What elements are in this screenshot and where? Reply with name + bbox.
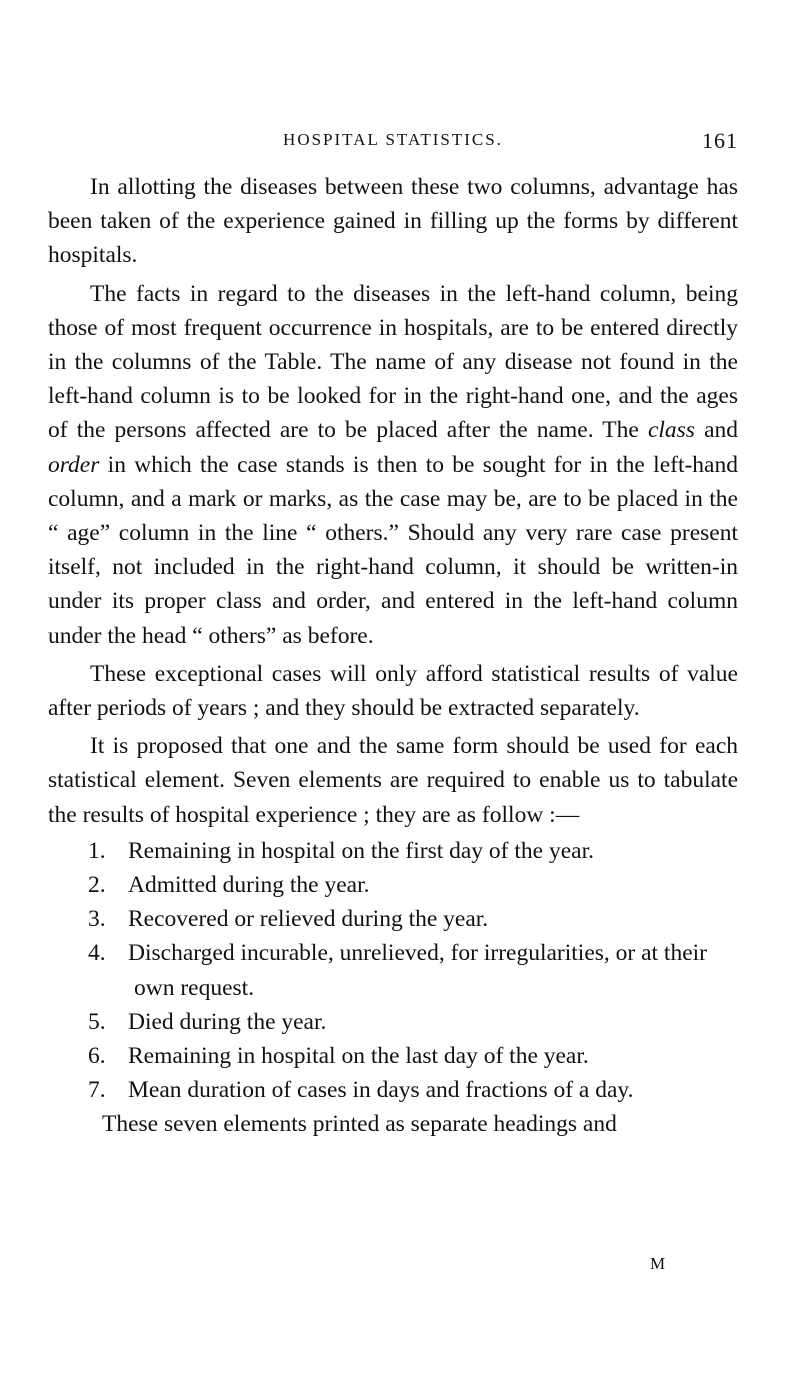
body-text	[48, 170, 738, 1142]
list-item	[48, 1073, 738, 1107]
list-item-number: 1.	[88, 837, 106, 864]
list-item-text: Remaining in hospital on the last day of the year.	[128, 1043, 589, 1070]
list-item-text: Admitted during the year.	[128, 872, 370, 899]
list-item	[48, 868, 738, 902]
list-item-number: 6.	[88, 1043, 106, 1070]
signature-mark: M	[650, 1254, 667, 1273]
list-item-number: 3.	[88, 906, 106, 933]
list-item-text: Recovered or relieved during the year.	[128, 906, 489, 933]
paragraph-5: These seven elements printed as separate headings and	[102, 1111, 617, 1138]
running-title: HOSPITAL STATISTICS.	[283, 130, 503, 149]
paragraph-3: These exceptional cases will only afford statistical results of value after periods of years ; and they should be extracted separately.	[48, 660, 738, 722]
list-item-number: 4.	[88, 940, 106, 967]
list-item	[48, 1039, 738, 1073]
list-item	[48, 834, 738, 868]
list-item	[48, 936, 738, 1004]
list-item-text: Discharged incurable, unrelieved, for irregularities, or at their own request.	[128, 940, 707, 1001]
list-item	[48, 902, 738, 936]
page-number: 161	[702, 128, 738, 153]
list-item-text: Died during the year.	[128, 1008, 327, 1035]
list-item-number: 5.	[88, 1008, 106, 1035]
paragraph-2-part-a: The facts in regard to the diseases in the left-hand column, being those of most frequent occurrence in hospitals, are to be entered directly in the columns of the Table. The name of any disease not found in the left-hand column is to be looked for in the right-hand one, and the ages of the persons affected are to be placed after the name. The	[48, 280, 738, 444]
elements-list	[48, 834, 738, 1108]
list-item-text: Mean duration of cases in days and fractions of a day.	[128, 1077, 634, 1104]
list-item-number: 2.	[88, 872, 106, 899]
paragraph-2-part-b: in which the case stands is then to be sought for in the left-hand column, and a mark or marks, as the case may be, are to be placed in the “ age” column in the line “ others.” Should any very rare case present itself, not included in the right-hand column, it should be written-in under its proper class and order, and entered in the left-hand column under the head “ others” as before.	[48, 451, 738, 649]
paragraph-4: It is proposed that one and the same form should be used for each statistical element. Seven elements are required to enable us to tabulate the results of hospital experience ; they are as follow :—	[48, 733, 738, 828]
paragraph-2	[48, 277, 738, 653]
paragraph-1: In allotting the diseases between these two columns, advantage has been taken of the experience gained in filling up the forms by different hospitals.	[48, 174, 738, 269]
list-item	[48, 1005, 738, 1039]
list-item-number: 7.	[88, 1077, 106, 1104]
list-item-text: Remaining in hospital on the first day of the year.	[128, 837, 594, 864]
term-order: order	[48, 451, 100, 478]
page-header	[48, 128, 738, 158]
paragraph-2-conjunction: and	[694, 417, 738, 444]
term-class: class	[647, 417, 695, 444]
